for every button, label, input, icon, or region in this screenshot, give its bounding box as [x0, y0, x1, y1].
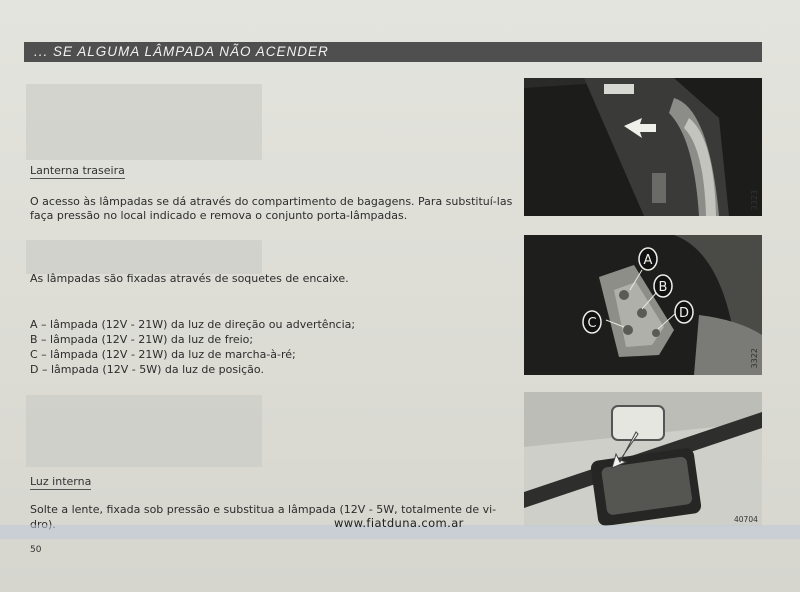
page-number: 50 [30, 545, 42, 555]
bulb-list-item-c: C – lâmpada (12V - 21W) da luz de marcha-à-ré; [30, 348, 296, 361]
rear-light-paragraph-line-2: faça pressão no local indicado e remova o conjunto porta-lâmpadas. [30, 209, 408, 222]
lamp-label-b: B [658, 280, 668, 295]
bleed-through-block [26, 84, 262, 160]
figure-1-code: 3323 [750, 190, 759, 211]
figure-2-code: 3322 [750, 348, 759, 369]
bleed-through-block [26, 240, 262, 274]
figure-3-code: 40704 [734, 515, 758, 524]
rear-light-paragraph-line-1: O acesso às lâmpadas se dá através do compartimento de bagagens. Para substituí-las [30, 195, 513, 208]
footer-url[interactable]: www.fiatduna.com.ar [334, 516, 464, 530]
section-heading-rear-light: Lanterna traseira [30, 164, 125, 177]
lamp-label-a: A [643, 253, 653, 268]
figure-interior-light-photo [524, 392, 762, 526]
bulb-list-item-a: A – lâmpada (12V - 21W) da luz de direção ou advertência; [30, 318, 356, 331]
bulb-list-item-b: B – lâmpada (12V - 21W) da luz de freio; [30, 333, 254, 346]
figure-trunk-access-photo [524, 78, 762, 216]
lamp-label-d: D [678, 306, 690, 321]
section-heading-interior-light: Luz interna [30, 475, 92, 488]
bulb-list-item-d: D – lâmpada (12V - 5W) da luz de posição. [30, 363, 264, 376]
interior-light-paragraph-line-1: Solte a lente, fixada sob pressão e substitua a lâmpada (12V - 5W, totalmente de vi- [30, 503, 497, 516]
rear-light-sockets-paragraph: As lâmpadas são fixadas através de soquetes de encaixe. [30, 272, 349, 285]
figure-lamp-holder-photo [524, 235, 762, 375]
page-title: ... SE ALGUMA LÂMPADA NÃO ACENDER [34, 44, 329, 59]
lamp-label-c: C [587, 316, 597, 331]
bleed-through-block [26, 395, 262, 467]
